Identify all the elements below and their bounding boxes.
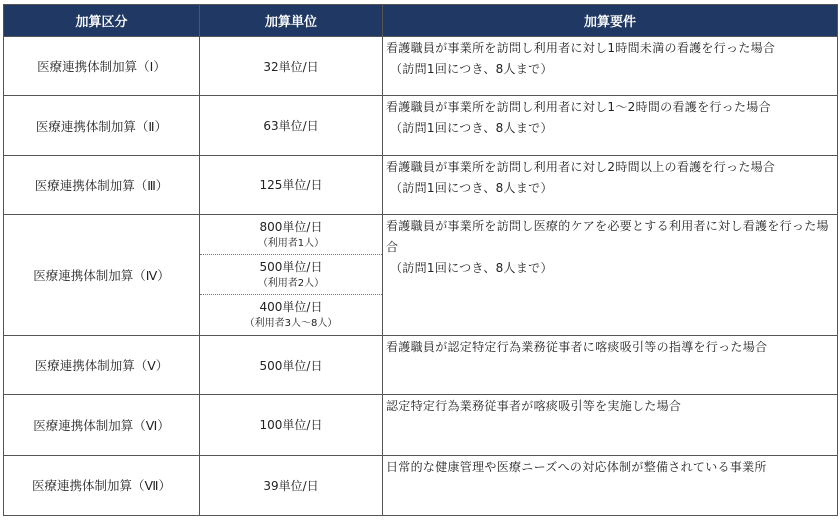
header-yoken: 加算要件 <box>383 5 838 37</box>
yoken-cell <box>383 395 838 455</box>
yoken-text: 看護職員が事業所を訪問し医療的ケアを必要とする利用者に対し看護を行った場合 <box>386 219 829 255</box>
table-row <box>4 455 838 515</box>
yoken-text: 日常的な健康管理や医療ニーズへの対応体制が整備されている事業所 <box>386 459 767 474</box>
table-row <box>4 37 838 96</box>
table-row <box>4 215 838 336</box>
yoken-note: （訪問1回につき、8人まで） <box>390 62 553 76</box>
tani-multi-cell <box>200 215 383 336</box>
table-row <box>4 395 838 455</box>
yoken-text: 看護職員が事業所を訪問し利用者に対し2時間以上の看護を行った場合 <box>386 159 776 174</box>
kubun-cell: 医療連携体制加算（Ⅲ） <box>4 155 200 214</box>
yoken-text: 看護職員が事業所を訪問し利用者に対し1～2時間の看護を行った場合 <box>386 100 771 115</box>
tani-sub-3 <box>200 295 382 334</box>
addition-table <box>3 4 838 516</box>
yoken-cell <box>383 215 838 336</box>
kubun-cell: 医療連携体制加算（Ⅳ） <box>4 215 200 336</box>
tani-sub-1 <box>200 215 382 255</box>
tani-sub-note: （利用者2人） <box>257 277 325 289</box>
header-row <box>4 5 838 37</box>
tani-sub-unit: 800単位/日 <box>259 219 323 234</box>
header-tani: 加算単位 <box>200 5 383 37</box>
tani-cell: 100単位/日 <box>200 395 383 455</box>
yoken-cell <box>383 96 838 155</box>
yoken-note: （訪問1回につき、8人まで） <box>390 261 553 276</box>
header-kubun: 加算区分 <box>4 5 200 37</box>
yoken-cell <box>383 455 838 515</box>
tani-sub-2 <box>200 255 382 295</box>
tani-sub-note: （利用者3人～8人） <box>244 317 338 329</box>
tani-sub-unit: 500単位/日 <box>259 259 323 274</box>
kubun-cell: 医療連携体制加算（Ⅵ） <box>4 395 200 455</box>
yoken-note: （訪問1回につき、8人まで） <box>390 121 553 136</box>
tani-cell: 32単位/日 <box>200 37 383 96</box>
tani-cell: 125単位/日 <box>200 155 383 214</box>
yoken-cell <box>383 155 838 214</box>
tani-sub-note: （利用者1人） <box>257 237 325 249</box>
yoken-cell <box>383 335 838 394</box>
table-row <box>4 155 838 214</box>
table-row <box>4 96 838 155</box>
yoken-cell <box>383 37 838 96</box>
yoken-note: （訪問1回につき、8人まで） <box>390 180 553 195</box>
yoken-text: 認定特定行為業務従事者が喀痰吸引等を実施した場合 <box>386 399 682 414</box>
yoken-text: 看護職員が認定特定行為業務従事者に喀痰吸引等の指導を行った場合 <box>386 339 768 354</box>
yoken-text: 看護職員が事業所を訪問し利用者に対し1時間未満の看護を行った場合 <box>386 41 776 55</box>
kubun-cell: 医療連携体制加算（Ⅴ） <box>4 335 200 394</box>
tani-sub-unit: 400単位/日 <box>259 299 323 314</box>
kubun-cell: 医療連携体制加算（Ⅶ） <box>4 455 200 515</box>
kubun-cell: 医療連携体制加算（Ⅱ） <box>4 96 200 155</box>
tani-cell: 39単位/日 <box>200 455 383 515</box>
kubun-cell: 医療連携体制加算（Ⅰ） <box>4 37 200 96</box>
table-row <box>4 335 838 394</box>
tani-cell: 500単位/日 <box>200 335 383 394</box>
tani-cell: 63単位/日 <box>200 96 383 155</box>
